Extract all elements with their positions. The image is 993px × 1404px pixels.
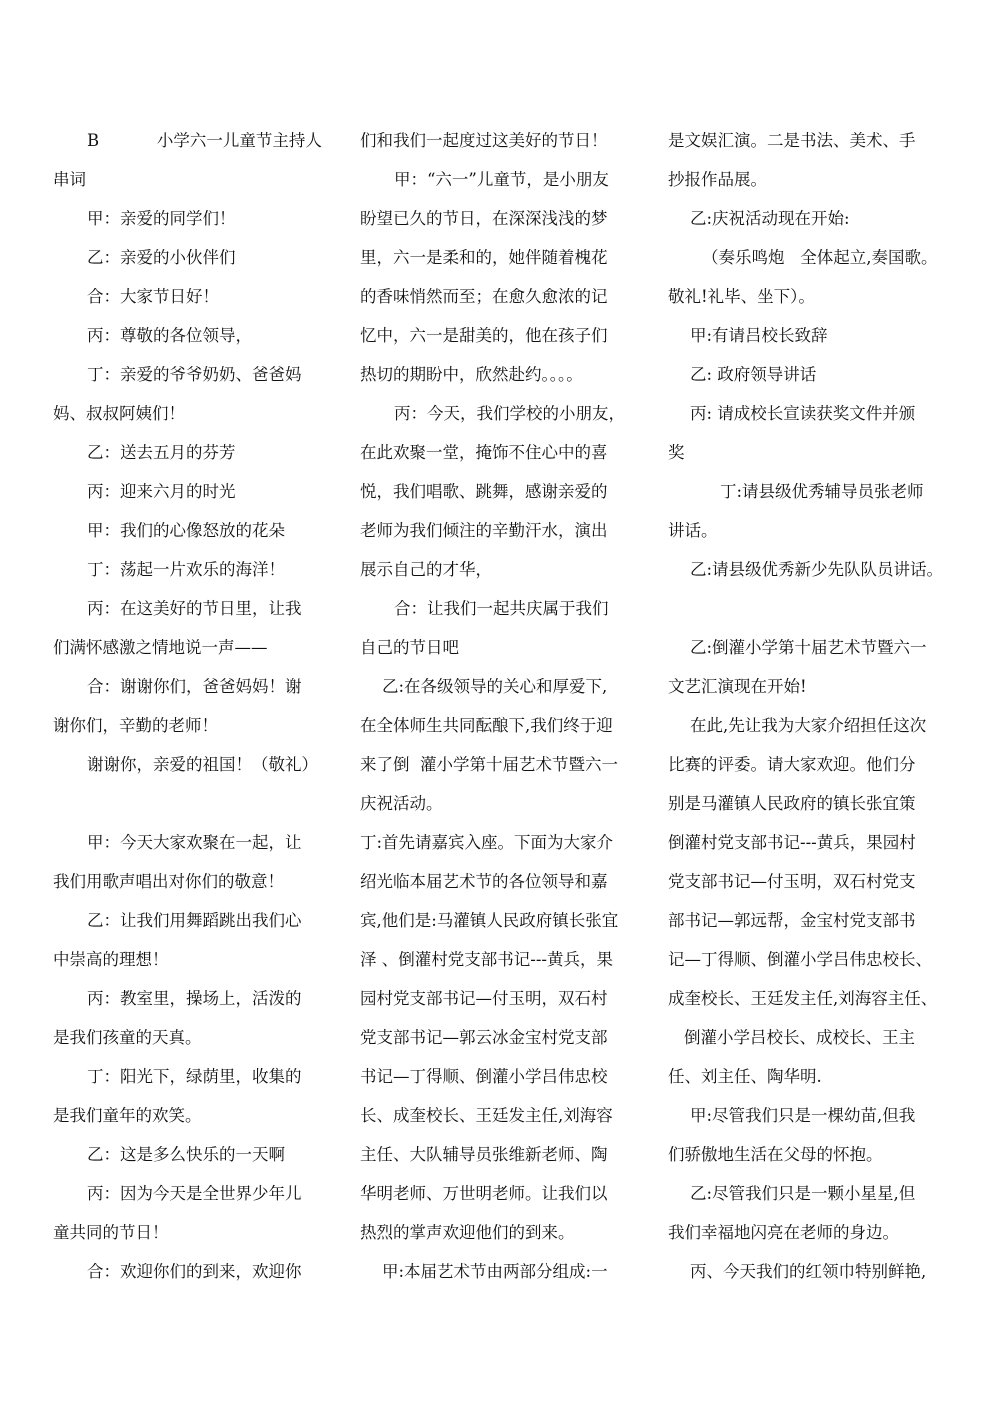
- text-line: [668, 589, 953, 628]
- text-line: 丁：阳光下，绿荫里，收集的: [87, 1067, 302, 1086]
- text-column-right: [668, 121, 953, 1291]
- text-line: 长、成奎校长、王廷发主任,刘海容: [360, 1106, 613, 1125]
- text-line: 乙:庆祝活动现在开始:: [690, 209, 850, 228]
- text-line: 合：大家节日好！: [87, 287, 219, 306]
- text-line: 丙：在这美好的节日里，让我: [87, 599, 302, 618]
- text-line: 乙:倒灌小学第十届艺术节暨六一: [690, 638, 927, 657]
- text-line: 丙：迎来六月的时光: [87, 482, 236, 501]
- text-line: 党支部书记—郭云冰金宝村党支部: [360, 1028, 608, 1047]
- text-line: 任、刘主任、陶华明.: [668, 1067, 822, 1086]
- text-line: 来了倒 灌小学第十届艺术节暨六一: [360, 755, 618, 774]
- text-line: 乙：这是多么快乐的一天啊: [87, 1145, 285, 1164]
- text-line: 比赛的评委。请大家欢迎。他们分: [668, 755, 916, 774]
- text-line: 泽 、倒灌村党支部书记---黄兵，果: [360, 950, 613, 969]
- text-line: 们骄傲地生活在父母的怀抱。: [668, 1145, 883, 1164]
- text-line: 合：欢迎你们的到来，欢迎你: [87, 1262, 302, 1281]
- text-line: 中崇高的理想！: [53, 950, 169, 969]
- text-line: 丙：因为今天是全世界少年儿: [87, 1184, 302, 1203]
- text-line: 乙：让我们用舞蹈跳出我们心: [87, 911, 302, 930]
- text-line: 是我们童年的欢笑。: [53, 1106, 202, 1125]
- text-line: 乙: 政府领导讲话: [690, 365, 817, 384]
- text-line: 丁:请县级优秀辅导员张老师: [720, 482, 924, 501]
- text-column-middle: [360, 121, 638, 1291]
- text-line: 丙：教室里，操场上，活泼的: [87, 989, 302, 1008]
- text-line: 们满怀感激之情地说一声——: [53, 638, 268, 657]
- text-line: 悦，我们唱歌、跳舞，感谢亲爱的: [360, 482, 608, 501]
- text-line: 丙: 请成校长宣读获奖文件并颁: [690, 404, 916, 423]
- text-line: 是我们孩童的天真。: [53, 1028, 202, 1047]
- text-line: 丙：今天，我们学校的小朋友，: [394, 404, 625, 423]
- text-line: 书记—丁得顺、倒灌小学吕伟忠校: [360, 1067, 608, 1086]
- text-line: 丁：荡起一片欢乐的海洋！: [87, 560, 285, 579]
- text-line: 庆祝活动。: [360, 794, 443, 813]
- text-line: 童共同的节日！: [53, 1223, 169, 1242]
- text-line: 部书记—郭远帮，金宝村党支部书: [668, 911, 916, 930]
- text-line: 敬礼!礼毕、坐下）。: [668, 287, 815, 306]
- text-line: 合：谢谢你们，爸爸妈妈！谢: [87, 677, 302, 696]
- text-line: 主任、大队辅导员张维新老师、陶: [360, 1145, 608, 1164]
- text-line: 丙、今天我们的红领巾特别鲜艳,: [690, 1262, 927, 1281]
- text-line: 别是马灌镇人民政府的镇长张宜策: [668, 794, 916, 813]
- text-line: 盼望已久的节日，在深深浅浅的梦: [360, 209, 608, 228]
- text-line: 展示自己的才华，: [360, 560, 492, 579]
- text-line: 乙：亲爱的小伙伴们: [87, 248, 236, 267]
- text-line: 甲：“六一”儿童节，是小朋友: [394, 170, 609, 189]
- text-line: 丙：尊敬的各位领导，: [87, 326, 252, 345]
- text-line: 谢谢你，亲爱的祖国！（敬礼）: [87, 755, 318, 774]
- text-line: 成奎校长、王廷发主任,刘海容主任、: [668, 989, 938, 1008]
- text-line: 甲:本届艺术节由两部分组成:一: [382, 1262, 608, 1281]
- text-line: 华明老师、万世明老师。让我们以: [360, 1184, 608, 1203]
- text-line: 倒灌村党支部书记---黄兵，果园村: [668, 833, 916, 852]
- text-line: 甲：亲爱的同学们！: [87, 209, 236, 228]
- text-line: [53, 784, 331, 823]
- text-line: 甲：我们的心像怒放的花朵: [87, 521, 285, 540]
- text-line: 老师为我们倾注的辛勤汗水，演出: [360, 521, 608, 540]
- text-line: 宾,他们是:马灌镇人民政府镇长张宜: [360, 911, 619, 930]
- text-line: 我们用歌声唱出对你们的敬意！: [53, 872, 284, 891]
- text-line: 忆中，六一是甜美的，他在孩子们: [360, 326, 608, 345]
- text-line: 热切的期盼中，欣然赴约。。。。: [360, 365, 583, 384]
- text-line: 绍光临本届艺术节的各位领导和嘉: [360, 872, 608, 891]
- text-line: 乙:在各级领导的关心和厚爱下,: [382, 677, 608, 696]
- text-line: 妈、叔叔阿姨们！: [53, 404, 185, 423]
- text-line: 自己的节日吧: [360, 638, 459, 657]
- text-line: 甲:尽管我们只是一棵幼苗,但我: [690, 1106, 916, 1125]
- text-line: 乙：送去五月的芬芳: [87, 443, 236, 462]
- text-line: 们和我们一起度过这美好的节日！: [360, 131, 608, 150]
- text-line: 党支部书记—付玉明，双石村党支: [668, 872, 916, 891]
- text-line: 里，六一是柔和的，她伴随着槐花: [360, 248, 608, 267]
- text-line: 文艺汇演现在开始!: [668, 677, 807, 696]
- text-line: 是文娱汇演。二是书法、美术、手: [668, 131, 916, 150]
- text-line: 的香味悄然而至；在愈久愈浓的记: [360, 287, 608, 306]
- text-line: 我们幸福地闪亮在老师的身边。: [668, 1223, 899, 1242]
- text-line: 谢你们，辛勤的老师！: [53, 716, 218, 735]
- text-line: 在此,先让我为大家介绍担任这次: [690, 716, 927, 735]
- text-line: 在此欢聚一堂，掩饰不住心中的喜: [360, 443, 608, 462]
- text-line: 讲话。: [668, 521, 718, 540]
- text-line: 热烈的掌声欢迎他们的到来。: [360, 1223, 575, 1242]
- text-line: 合：让我们一起共庆属于我们: [394, 599, 609, 618]
- text-line: 乙:请县级优秀新少先队队员讲话。: [690, 560, 944, 579]
- text-column-left: [53, 121, 331, 1291]
- text-line: 甲：今天大家欢聚在一起，让: [87, 833, 302, 852]
- text-line: 园村党支部书记—付玉明，双石村: [360, 989, 608, 1008]
- text-line: （奏乐鸣炮 全体起立,奏国歌。: [702, 248, 938, 267]
- text-line: 乙:尽管我们只是一颗小星星,但: [690, 1184, 916, 1203]
- text-line: B 小学六一儿童节主持人: [87, 131, 322, 150]
- text-line: 在全体师生共同酝酿下,我们终于迎: [360, 716, 613, 735]
- text-line: 抄报作品展。: [668, 170, 767, 189]
- text-line: 丁：亲爱的爷爷奶奶、爸爸妈: [87, 365, 302, 384]
- text-line: 记—丁得顺、倒灌小学吕伟忠校长、: [668, 950, 932, 969]
- text-line: 倒灌小学吕校长、成校长、王主: [684, 1028, 915, 1047]
- text-line: 甲:有请吕校长致辞: [690, 326, 828, 345]
- text-line: 串词: [53, 170, 86, 189]
- text-line: 奖: [668, 443, 685, 462]
- text-line: 丁:首先请嘉宾入座。下面为大家介: [360, 833, 614, 852]
